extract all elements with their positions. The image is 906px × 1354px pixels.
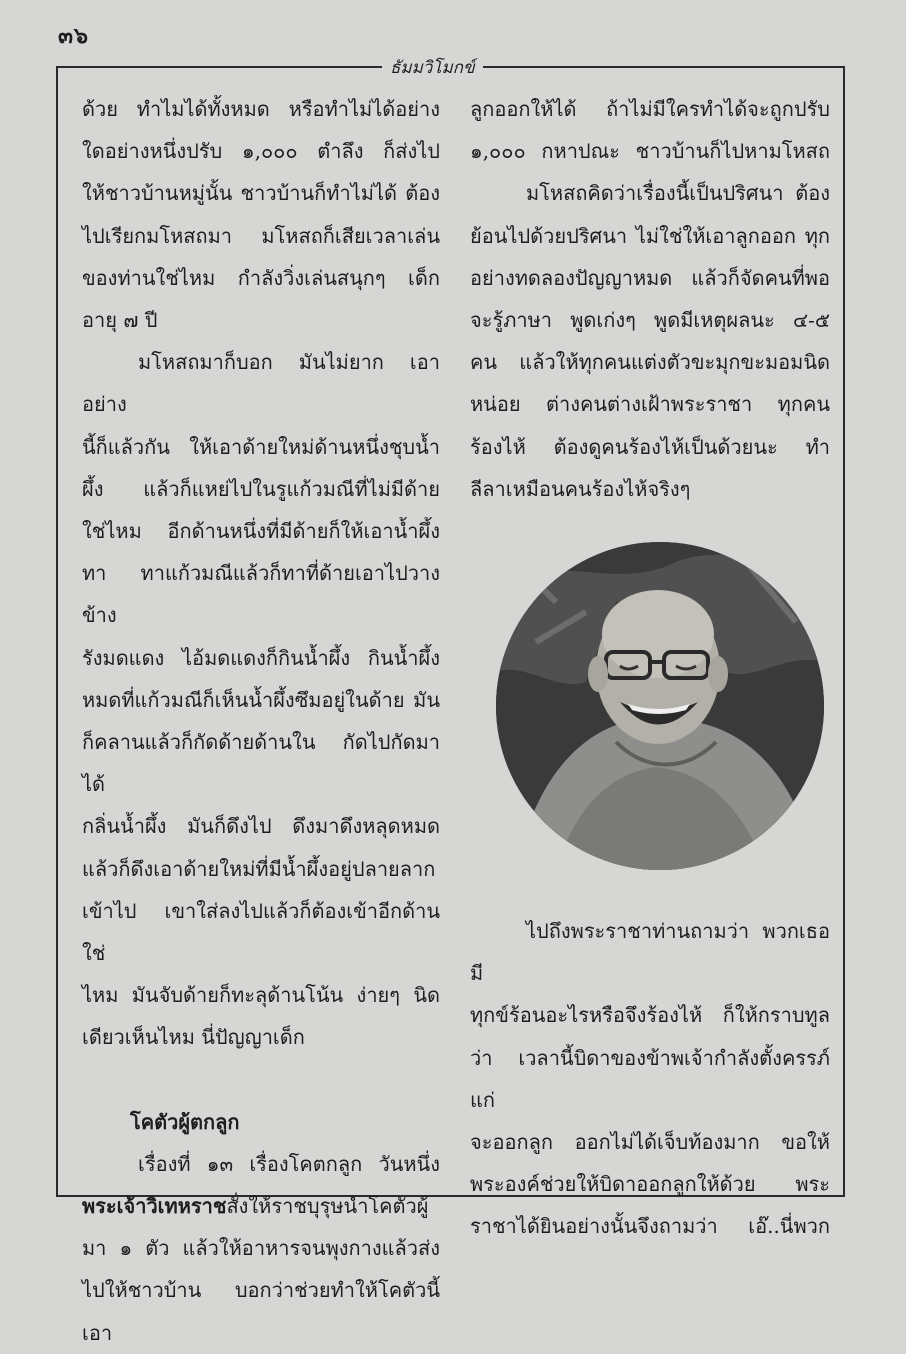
text-line: แล้วก็ดึงเอาด้ายใหม่ที่มีน้ำผึ้งอยู่ปลายลาก xyxy=(82,856,436,881)
text-line: จะออกลูก ออกไม่ได้เจ็บท้องมาก ขอให้ xyxy=(470,1130,830,1155)
text-line: เรื่องที่ ๑๓ เรื่องโคตกลูก วันหนึ่ง xyxy=(138,1151,440,1176)
left-column xyxy=(82,88,440,1354)
running-header: ธัมมวิโมกข์ xyxy=(382,54,483,81)
text-line: คน แล้วให้ทุกคนแต่งตัวขะมุกขะมอมนิด xyxy=(470,350,830,375)
text-line: ลูกออกให้ได้ ถ้าไม่มีใครทำได้จะถูกปรับ xyxy=(470,97,830,121)
text-line: นี้ก็แล้วกัน ให้เอาด้ายใหม่ด้านหนึ่งชุบน้ำ xyxy=(82,434,440,459)
text-line: ลีลาเหมือนคนร้องไห้จริงๆ xyxy=(470,476,691,501)
text-line: มา ๑ ตัว แล้วให้อาหารจนพุงกางแล้วส่ง xyxy=(82,1236,440,1261)
text-line: อายุ ๗ ปี xyxy=(82,308,158,333)
text-line: มโหสถมาก็บอก มันไม่ยาก เอาอย่าง xyxy=(82,350,440,417)
right-column-bottom xyxy=(470,910,830,1248)
text-line: ก็คลานแล้วก็กัดด้ายด้านใน กัดไปกัดมาได้ xyxy=(82,730,440,797)
text-line: ร้องไห้ ต้องดูคนร้องไห้เป็นด้วยนะ ทำ xyxy=(470,434,830,459)
text-line: ราชาได้ยินอย่างนั้นจึงถามว่า เอ๊..นี่พวก xyxy=(470,1214,830,1239)
text-line: ย้อนไปด้วยปริศนา ไม่ใช่ให้เอาลูกออก ทุก xyxy=(470,223,830,248)
king-name: พระเจ้าวิเทหราช xyxy=(82,1194,227,1219)
text-line: หน่อย ต่างคนต่างเฝ้าพระราชา ทุกคน xyxy=(470,392,830,417)
text-line: ให้ชาวบ้านหมู่นั้น ชาวบ้านก็ทำไม่ได้ ต้อง xyxy=(82,181,440,206)
text-line: ไปให้ชาวบ้าน บอกว่าช่วยทำให้โคตัวนี้เอา xyxy=(82,1278,440,1345)
text-line: รังมดแดง ไอ้มดแดงก็กินน้ำผึ้ง กินน้ำผึ้ง xyxy=(82,645,440,670)
right-column-top xyxy=(470,88,830,510)
text-line: อย่างทดลองปัญญาหมด แล้วก็จัดคนที่พอ xyxy=(470,265,830,290)
text-line: ทุกข์ร้อนอะไรหรือจึงร้องไห้ ก็ให้กราบทูล xyxy=(470,1003,830,1028)
text-line: ว่า เวลานี้บิดาของข้าพเจ้ากำลังตั้งครรภ์แก่ xyxy=(470,1045,830,1112)
text-fragment: สั่งให้ราชบุรุษนำโคตัวผู้ xyxy=(226,1194,429,1219)
text-line: ๑,๐๐๐ กหาปณะ ชาวบ้านก็ไปหามโหสถ xyxy=(470,139,830,164)
text-line: ใดอย่างหนึ่งปรับ ๑,๐๐๐ ตำลึง ก็ส่งไป xyxy=(82,139,440,164)
text-line: กลิ่นน้ำผึ้ง มันก็ดึงไป ดึงมาดึงหลุดหมด xyxy=(82,814,440,839)
text-line: ผึ้ง แล้วก็แหย่ไปในรูแก้วมณีที่ไม่มีด้าย xyxy=(82,476,440,501)
text-line xyxy=(82,1185,440,1227)
monk-portrait-photo xyxy=(496,542,824,870)
text-line: ด้วย ทำไมได้ทั้งหมด หรือทำไม่ได้อย่าง xyxy=(82,97,440,121)
text-line: หมดที่แก้วมณีก็เห็นน้ำผึ้งซึมอยู่ในด้าย มัน xyxy=(82,687,440,712)
text-line: ทา ทาแก้วมณีแล้วก็ทาที่ด้ายเอาไปวางข้าง xyxy=(82,561,440,628)
text-line: ไปเรียกมโหสถมา มโหสถก็เสียเวลาเล่น xyxy=(82,223,440,248)
page-number: ๓๖ xyxy=(58,23,90,49)
text-line: มโหสถคิดว่าเรื่องนี้เป็นปริศนา ต้อง xyxy=(526,181,830,206)
portrait-illustration xyxy=(496,542,824,870)
text-line: จะรู้ภาษา พูดเก่งๆ พูดมีเหตุผลนะ ๔-๕ xyxy=(470,308,830,333)
text-line: เข้าไป เขาใส่ลงไปแล้วก็ต้องเข้าอีกด้านใช่ xyxy=(82,898,440,966)
text-line: ไหม มันจับด้ายก็ทะลุด้านโน้น ง่ายๆ นิด xyxy=(82,983,440,1008)
section-heading: โคตัวผู้ตกลูก xyxy=(130,1109,240,1134)
text-line: พระองค์ช่วยให้บิดาออกลูกให้ด้วย พระ xyxy=(470,1172,830,1197)
text-line: ของท่านใช่ไหม กำลังวิ่งเล่นสนุกๆ เด็ก xyxy=(82,265,440,290)
text-line: ใช่ไหม อีกด้านหนึ่งที่มีด้ายก็ให้เอาน้ำผึ้ง xyxy=(82,519,440,544)
text-line: ไปถึงพระราชาท่านถามว่า พวกเธอมี xyxy=(470,919,830,986)
text-line: เดียวเห็นไหม นี่ปัญญาเด็ก xyxy=(82,1025,305,1050)
